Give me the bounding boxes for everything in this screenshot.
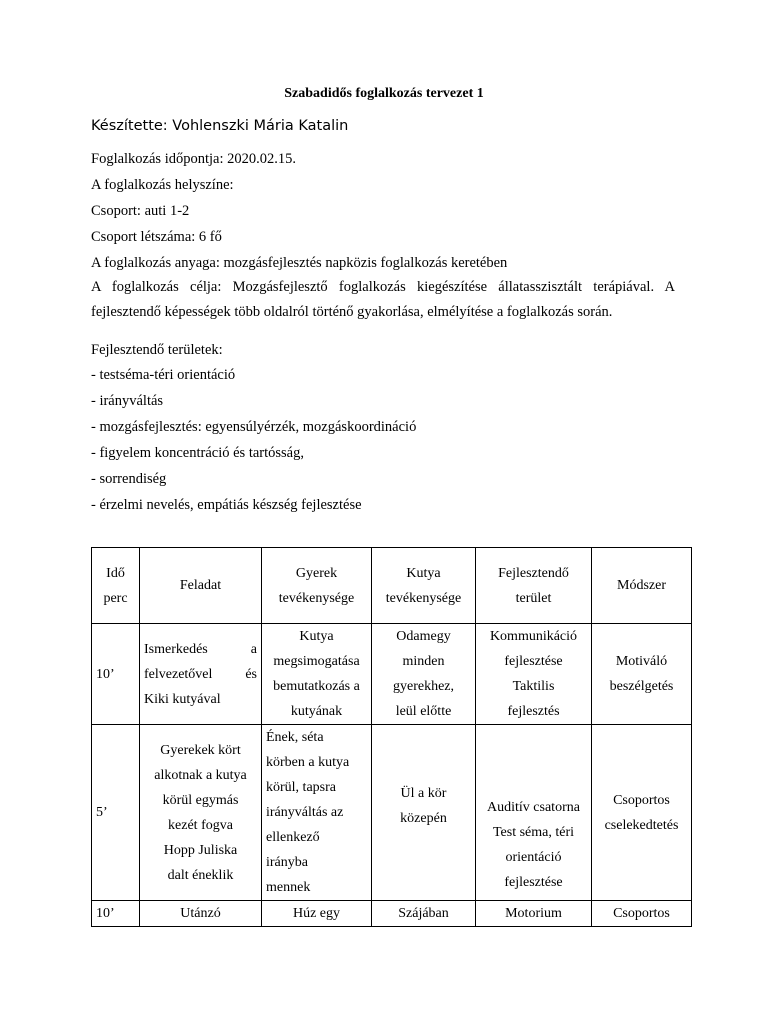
table-row	[92, 901, 692, 927]
info-group: Csoport: auti 1-2	[91, 203, 190, 219]
header-kutya: Kutya tevékenysége	[372, 548, 476, 624]
cell-ido: 10’	[92, 901, 140, 927]
area-item: - érzelmi nevelés, empátiás készség fejlesztése	[91, 497, 362, 513]
cell-modszer: Csoportos	[592, 901, 692, 927]
area-item: - figyelem koncentráció és tartósság,	[91, 445, 304, 461]
cell-terulet: Auditív csatorna Test séma, téri orientáció fejlesztése	[476, 725, 592, 901]
cell-feladat: Utánzó	[140, 901, 262, 927]
info-group-size: Csoport létszáma: 6 fő	[91, 229, 222, 245]
table-row	[92, 725, 692, 901]
area-item: - mozgásfejlesztés: egyensúlyérzék, mozgáskoordináció	[91, 419, 417, 435]
area-item: - testséma-téri orientáció	[91, 367, 236, 383]
header-ido: Idő perc	[92, 548, 140, 624]
cell-terulet: Kommunikáció fejlesztése Taktilis fejlesztés	[476, 624, 592, 725]
table-row	[92, 624, 692, 725]
document-title: Szabadidős foglalkozás tervezet 1	[284, 86, 484, 101]
table-header-row	[92, 548, 692, 624]
info-material: A foglalkozás anyaga: mozgásfejlesztés napközis foglalkozás keretében	[91, 255, 508, 271]
header-feladat: Feladat	[140, 548, 262, 624]
cell-gyerek: Ének, séta körben a kutya körül, tapsra irányváltás az ellenkező irányba mennek	[262, 725, 372, 901]
cell-ido: 5’	[92, 725, 140, 901]
header-modszer: Módszer	[592, 548, 692, 624]
cell-feladat: Ismerkedés a felvezetővel és Kiki kutyával	[140, 624, 262, 725]
goal-line-1: A foglalkozás célja: Mozgásfejlesztő foglalkozás kiegészítése állatasszisztált terápiával. A	[91, 279, 675, 295]
cell-modszer: Motiváló beszélgetés	[592, 624, 692, 725]
cell-gyerek: Kutya megsimogatása bemutatkozás a kutyának	[262, 624, 372, 725]
cell-ido: 10’	[92, 624, 140, 725]
cell-modszer: Csoportos cselekedtetés	[592, 725, 692, 901]
activity-plan-table	[91, 547, 692, 927]
cell-kutya: Ül a kör közepén	[372, 725, 476, 901]
header-terulet: Fejlesztendő terület	[476, 548, 592, 624]
cell-feladat: Gyerekek kört alkotnak a kutya körül egymás kezét fogva Hopp Juliska dalt éneklik	[140, 725, 262, 901]
goal-line-2: fejlesztendő képességek több oldalról történő gyakorlása, elmélyítése a foglalkozás során.	[91, 304, 613, 320]
cell-kutya: Odamegy minden gyerekhez, leül előtte	[372, 624, 476, 725]
info-date: Foglalkozás időpontja: 2020.02.15.	[91, 151, 296, 167]
cell-terulet: Motorium	[476, 901, 592, 927]
header-gyerek: Gyerek tevékenysége	[262, 548, 372, 624]
author-line: Készítette: Vohlenszki Mária Katalin	[91, 118, 349, 134]
areas-heading: Fejlesztendő területek:	[91, 342, 223, 358]
cell-kutya: Szájában	[372, 901, 476, 927]
cell-gyerek: Húz egy	[262, 901, 372, 927]
info-location: A foglalkozás helyszíne:	[91, 177, 234, 193]
area-item: - irányváltás	[91, 393, 164, 409]
area-item: - sorrendiség	[91, 471, 167, 487]
